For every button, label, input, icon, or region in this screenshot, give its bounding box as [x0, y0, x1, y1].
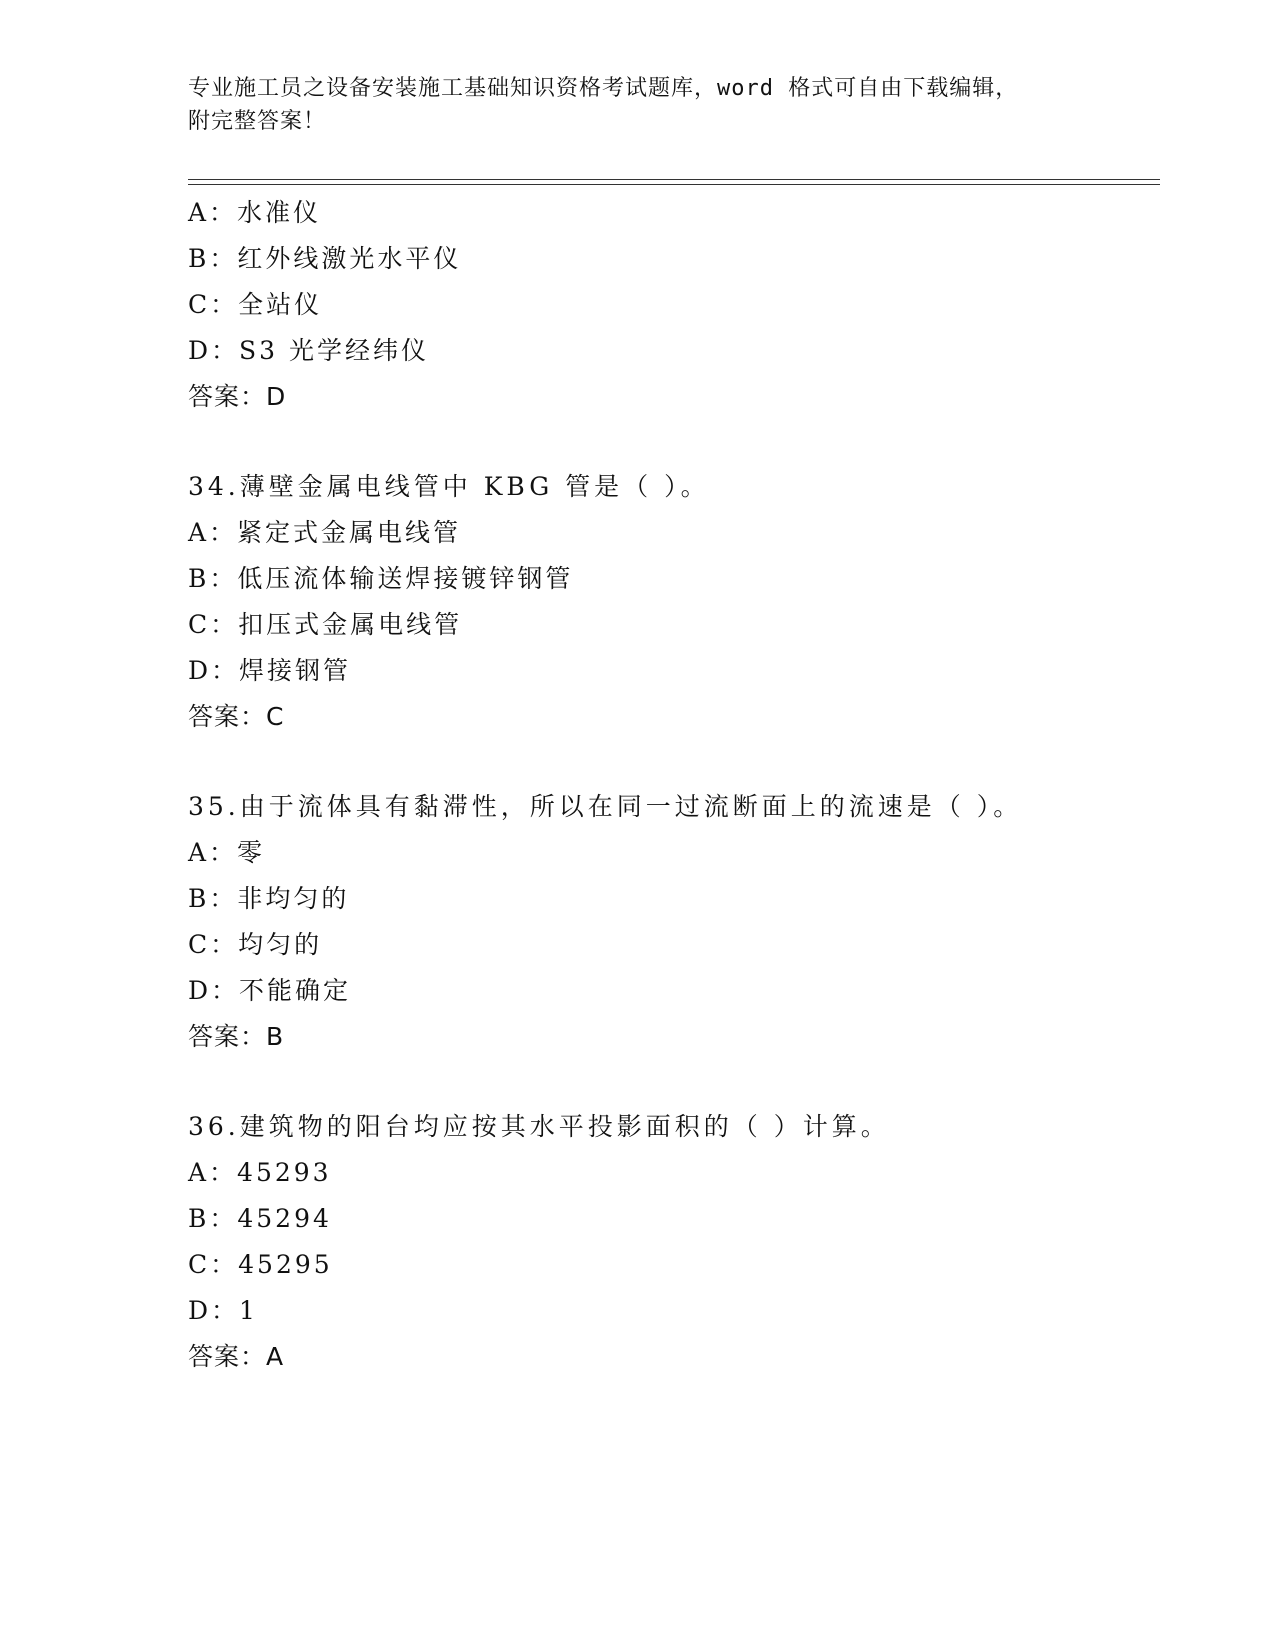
header-divider-bottom — [188, 184, 1160, 185]
option-d: D：1 — [188, 1296, 258, 1325]
question-stem: 36.建筑物的阳台均应按其水平投影面积的（ ）计算。 — [188, 1112, 890, 1141]
option-c: C：扣压式金属电线管 — [188, 610, 463, 639]
spacer — [188, 1060, 1160, 1104]
header-line-2: 附完整答案！ — [188, 109, 327, 134]
option-b: B：低压流体输送焊接镀锌钢管 — [188, 564, 574, 593]
option-b: B：45294 — [188, 1204, 332, 1233]
answer: 答案：D — [188, 382, 287, 411]
option-d: D：不能确定 — [188, 976, 352, 1005]
question-stem: 35.由于流体具有黏滞性，所以在同一过流断面上的流速是（ ）。 — [188, 792, 1023, 821]
option-b: B：红外线激光水平仪 — [188, 244, 462, 273]
option-c: C：45295 — [188, 1250, 333, 1279]
question-stem: 34.薄壁金属电线管中 KBG 管是（ ）。 — [188, 472, 710, 501]
option-c: C：全站仪 — [188, 290, 323, 319]
question-list — [188, 190, 1160, 1380]
header-line-1: 专业施工员之设备安装施工基础知识资格考试题库，word 格式可自由下载编辑， — [188, 76, 1019, 101]
page-header — [188, 72, 1088, 138]
option-b: B：非均匀的 — [188, 884, 350, 913]
answer: 答案：A — [188, 1342, 285, 1371]
option-c: C：均匀的 — [188, 930, 323, 959]
option-a: A：零 — [188, 838, 266, 867]
question-35 — [188, 784, 1160, 1060]
option-d: D：焊接钢管 — [188, 656, 352, 685]
question-34 — [188, 464, 1160, 740]
question-33-continued — [188, 190, 1160, 420]
answer: 答案：B — [188, 1022, 285, 1051]
question-36 — [188, 1104, 1160, 1380]
option-a: A：紧定式金属电线管 — [188, 518, 462, 547]
option-a: A：45293 — [188, 1158, 332, 1187]
spacer — [188, 740, 1160, 784]
header-divider-top — [188, 179, 1160, 180]
option-a: A：水准仪 — [188, 198, 322, 227]
option-d: D：S3 光学经纬仪 — [188, 336, 430, 365]
answer: 答案：C — [188, 702, 285, 731]
spacer — [188, 420, 1160, 464]
